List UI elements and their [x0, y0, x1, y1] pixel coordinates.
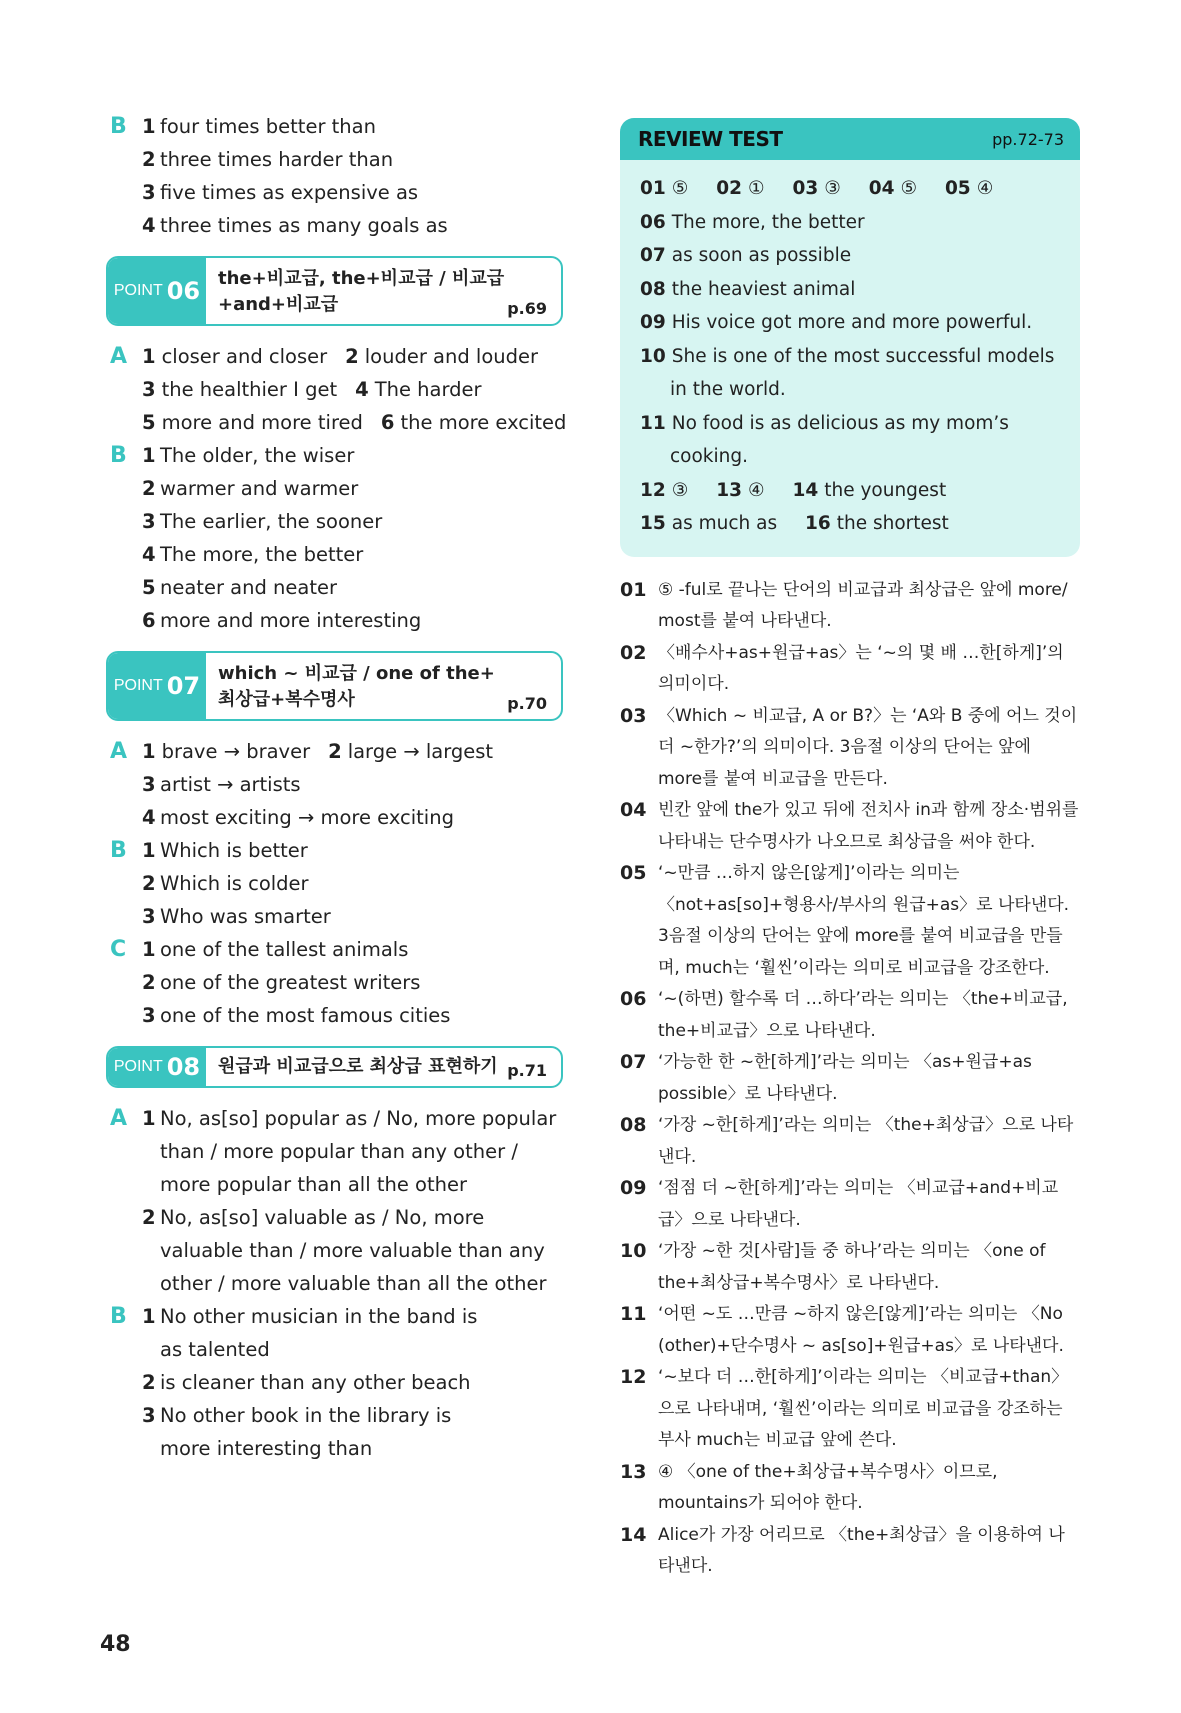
answer-row: 1 closer and closer 2 louder and louder [142, 345, 539, 368]
review-answer-row: 09 His voice got more and more powerful. [640, 312, 1033, 333]
review-test-box [620, 118, 1080, 557]
section-letter: B [110, 838, 127, 863]
point-page-ref: p.71 [507, 1061, 547, 1080]
explanation-item: 01 ⑤ -ful로 끝나는 단어의 비교급과 최상급은 앞에 more/ most를 붙여 나타낸다. [620, 578, 1068, 631]
explanation-item: 05 ‘~만큼 …하지 않은[않게]’이라는 의미는 〈not+as[so]+형용사/부사의 원급+as〉로 나타낸다. 3음절 이상의 단어는 앞에 more를 붙여 비교급을 만들며, much는 ‘훨씬’이라는 의미로 비교급을 강조한다. [620, 862, 1070, 978]
list-item: 5 neater and neater [142, 576, 338, 599]
point-title: 원급과 비교급으로 최상급 표현하기 [218, 1056, 498, 1077]
list-item: 3 five times as expensive as [142, 181, 419, 204]
point-tag: POINT 07 [108, 653, 206, 719]
point-tag: POINT 06 [108, 258, 206, 324]
section-b-top [108, 110, 563, 242]
list-item: 2 Which is colder [142, 872, 309, 895]
explanation-item: 11 ‘어떤 ~도 …만큼 ~하지 않은[않게]’라는 의미는 〈No (other)+단수명사 ~ as[so]+원급+as〉로 나타낸다. [620, 1303, 1064, 1356]
list-item: 3 one of the most famous cities [142, 1004, 451, 1027]
review-answer-row: 15 as much as 16 the shortest [640, 513, 949, 534]
review-answer-row: 07 as soon as possible [640, 245, 852, 266]
answer-row: 1 brave → braver 2 large → largest [142, 740, 494, 763]
section-letter: C [110, 937, 127, 962]
list-item: 1 The older, the wiser [142, 444, 355, 467]
point-tag: POINT 08 [108, 1048, 206, 1086]
review-answer-row: 10 She is one of the most successful models [640, 345, 1055, 367]
point-title: the+비교급, the+비교급 / 비교급 +and+비교급 [218, 268, 505, 315]
point-06-section-b [108, 439, 563, 637]
point-08-section-a [108, 1102, 563, 1300]
explanation-item: 06 ‘~(하면) 할수록 더 …하다’라는 의미는 〈the+비교급, the+비교급〉으로 나타낸다. [620, 988, 1068, 1041]
list-item: 3 No other book in the library is more interesting than [142, 1404, 452, 1460]
review-answer-row: 08 the heaviest animal [640, 278, 856, 300]
point-page-ref: p.69 [507, 299, 547, 318]
section-letter: A [110, 344, 128, 369]
list-item: 1 No, as[so] popular as / No, more popular than / more popular than any other / more popular than all the other [142, 1107, 557, 1196]
point-title: which ~ 비교급 / one of the+ 최상급+복수명사 [218, 663, 495, 710]
point-08-header [106, 1046, 563, 1088]
list-item: 2 three times harder than [142, 148, 394, 171]
section-letter: A [110, 739, 128, 764]
list-item: 4 The more, the better [142, 543, 364, 566]
review-answer-continued: in the world. [670, 379, 786, 400]
answer-row: 5 more and more tired 6 the more excited [142, 411, 567, 434]
list-item: 2 No, as[so] valuable as / No, more valuable than / more valuable than any other / more valuable than all the other [142, 1206, 547, 1295]
section-letter: B [110, 443, 127, 468]
explanation-item: 13 ④ 〈one of the+최상급+복수명사〉이므로, mountains가 되어야 한다. [620, 1460, 998, 1513]
answer-row: 3 the healthier I get 4 The harder [142, 378, 482, 401]
review-test-title: REVIEW TEST [638, 127, 783, 151]
list-item: 1 four times better than [142, 115, 376, 138]
explanation-item: 09 ‘점점 더 ~한[하게]’라는 의미는 〈비교급+and+비교급〉으로 나타낸다. [620, 1177, 1059, 1230]
left-column [108, 110, 567, 1465]
list-item: 3 The earlier, the sooner [142, 510, 383, 533]
list-item: 4 most exciting → more exciting [142, 806, 454, 829]
list-item: 3 Who was smarter [142, 905, 331, 928]
list-item: 1 Which is better [142, 839, 308, 862]
section-letter: B [110, 1304, 127, 1329]
review-test-pages: pp.72-73 [992, 129, 1064, 149]
list-item: 2 one of the greatest writers [142, 971, 421, 994]
review-answer-row: 06 The more, the better [640, 211, 865, 233]
list-item: 4 three times as many goals as [142, 214, 448, 237]
point-07-section-c [108, 933, 563, 1032]
page-number: 48 [100, 1632, 131, 1657]
explanation-item: 07 ‘가능한 한 ~한[하게]’라는 의미는 〈as+원급+as possible〉로 나타낸다. [620, 1051, 1032, 1104]
point-07-header [106, 651, 563, 721]
explanations [620, 575, 1080, 1583]
right-column [620, 118, 1080, 1583]
explanation-item: 08 ‘가장 ~한[하게]’라는 의미는 〈the+최상급〉으로 나타낸다. [620, 1114, 1074, 1167]
review-answer-row: 11 No food is as delicious as my mom’s [640, 412, 1009, 434]
list-item: 3 artist → artists [142, 773, 301, 796]
explanation-item: 04 빈칸 앞에 the가 있고 뒤에 전치사 in과 함께 장소·범위를 나타내는 단수명사가 나오므로 최상급을 써야 한다. [620, 799, 1079, 852]
list-item: 2 is cleaner than any other beach [142, 1371, 471, 1394]
list-item: 1 No other musician in the band is as talented [142, 1305, 478, 1361]
section-letter: B [110, 114, 127, 139]
section-letter: A [110, 1106, 128, 1131]
point-07-section-b [108, 834, 563, 933]
explanation-item: 12 ‘~보다 더 …한[하게]’이라는 의미는 〈비교급+than〉으로 나타내며, ‘훨씬’이라는 의미로 비교급을 강조하는 부사 much는 비교급 앞에 쓴다. [620, 1366, 1069, 1450]
review-answer-row: 01 ⑤ 02 ① 03 ③ 04 ⑤ 05 ④ [640, 178, 994, 199]
point-06-section-a [108, 340, 567, 439]
point-08-section-b [108, 1300, 563, 1465]
point-06-header [106, 256, 563, 326]
explanation-item: 02 〈배수사+as+원급+as〉는 ‘~의 몇 배 …한[하게]’의 의미이다. [620, 641, 1064, 694]
point-page-ref: p.70 [507, 694, 547, 713]
review-test-header [620, 118, 1080, 160]
list-item: 2 warmer and warmer [142, 477, 359, 500]
review-answer-row: 12 ③ 13 ④ 14 the youngest [640, 479, 947, 501]
point-07-section-a [108, 735, 563, 834]
review-answer-continued: cooking. [670, 446, 749, 467]
explanation-item: 03 〈Which ~ 비교급, A or B?〉는 ‘A와 B 중에 어느 것이 더 ~한가?’의 의미이다. 3음절 이상의 단어는 앞에 more를 붙여 비교급을 만든다. [620, 704, 1078, 789]
explanation-item: 14 Alice가 가장 어리므로 〈the+최상급〉을 이용하여 나타낸다. [620, 1523, 1065, 1576]
list-item: 6 more and more interesting [142, 609, 422, 632]
explanation-item: 10 ‘가장 ~한 것[사람]들 중 하나’라는 의미는 〈one of the+최상급+복수명사〉로 나타낸다. [620, 1240, 1046, 1293]
list-item: 1 one of the tallest animals [142, 938, 409, 961]
